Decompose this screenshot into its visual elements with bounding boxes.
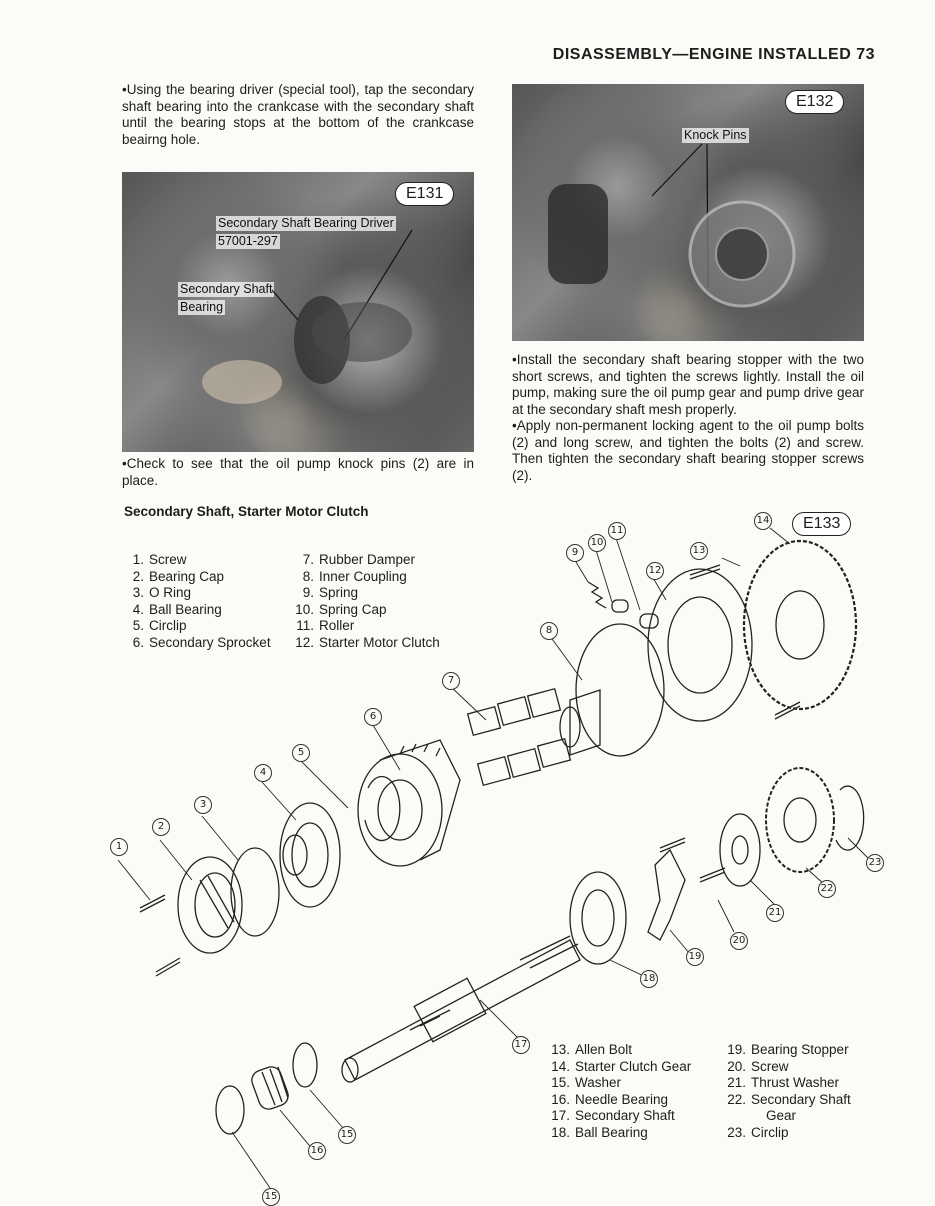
washers-needle-bearing-drawing <box>216 1043 317 1134</box>
callout-15a: 15 <box>338 1126 356 1144</box>
bearing-stopper-drawing <box>648 850 685 940</box>
callout-3: 3 <box>194 796 212 814</box>
paragraph-knock-pins: •Check to see that the oil pump knock pins (2) are in place. <box>122 456 474 488</box>
legend-item: 17. Secondary Shaft <box>551 1108 675 1123</box>
photo-e132-leader-lines <box>512 84 864 341</box>
callout-16: 16 <box>308 1142 326 1160</box>
callout-14: 14 <box>754 512 772 530</box>
page-header: DISASSEMBLY—ENGINE INSTALLED 73 <box>552 46 875 63</box>
paragraph-locking-agent: •Apply non-permanent locking agent to the oil pump bolts (2) and long screw, and tighten the bolts (2) and screw. Then tighten the secondary shaft bearing stopper screws (2). <box>512 418 864 483</box>
callout-1: 1 <box>110 838 128 856</box>
legend-item: 11. Roller <box>296 618 355 633</box>
label-bearing: Bearing <box>180 300 224 314</box>
legend-bottom-right <box>726 1042 851 1141</box>
secondary-shaft-gear-drawing <box>766 768 834 872</box>
starter-motor-clutch-drawing <box>648 569 752 721</box>
legend-item: 4. Ball Bearing <box>132 601 222 617</box>
screw-drawings <box>140 565 800 976</box>
photo-e131 <box>122 172 474 452</box>
legend-item: 19. Bearing Stopper <box>727 1042 849 1057</box>
legend-item: 6. Secondary Sprocket <box>132 634 271 650</box>
photo-e131-leader-lines <box>122 172 474 452</box>
callout-18: 18 <box>640 970 658 988</box>
ball-bearing-left-drawing <box>280 803 340 907</box>
legend-item: 20. Screw <box>727 1058 789 1074</box>
callout-2: 2 <box>152 818 170 836</box>
legend-item: 21. Thrust Washer <box>727 1075 840 1090</box>
section-title: Secondary Shaft, Starter Motor Clutch <box>124 504 369 519</box>
figure-tag-e131: E131 <box>395 182 454 206</box>
callout-17: 17 <box>512 1036 530 1054</box>
legend-item: 1. Screw <box>132 552 187 567</box>
legend-item: 3. O Ring <box>132 585 192 600</box>
circlip-right-drawing <box>836 786 864 850</box>
paragraph-install-stopper: •Install the secondary shaft bearing stopper with the two short screws, and tighten the screws lightly. Install the oil pump, making sure the oil pump gear and pump drive gear at the secondary shaft mesh properly. <box>512 352 864 417</box>
callout-19: 19 <box>686 948 704 966</box>
ball-bearing-right-drawing <box>570 872 626 964</box>
figure-tag-e133: E133 <box>792 512 851 536</box>
legend-item: 10. Spring Cap <box>295 601 387 617</box>
legend-item: 13. Allen Bolt <box>551 1042 633 1057</box>
circlip-drawing <box>365 777 400 841</box>
callout-21: 21 <box>766 904 784 922</box>
callout-7: 7 <box>442 672 460 690</box>
callout-6: 6 <box>364 708 382 726</box>
legend-item: 2. Bearing Cap <box>132 568 225 584</box>
callout-9: 9 <box>566 544 584 562</box>
legend-item: 12. Starter Motor Clutch <box>295 634 440 650</box>
callout-13: 13 <box>690 542 708 560</box>
label-bearing-driver: Secondary Shaft Bearing Driver <box>218 216 394 230</box>
callout-15b: 15 <box>262 1188 280 1206</box>
callout-10: 10 <box>588 534 606 552</box>
label-knock-pins: Knock Pins <box>684 128 747 142</box>
callout-5: 5 <box>292 744 310 762</box>
legend-item: 14. Starter Clutch Gear <box>551 1058 692 1074</box>
callout-8: 8 <box>540 622 558 640</box>
callout-22: 22 <box>818 880 836 898</box>
label-part-number: 57001-297 <box>218 234 278 248</box>
legend-item: 16. Needle Bearing <box>551 1091 669 1107</box>
callout-12: 12 <box>646 562 664 580</box>
legend-item: Gear <box>766 1108 797 1123</box>
o-ring-drawing <box>231 848 279 936</box>
thrust-washer-drawing <box>720 814 760 886</box>
legend-item: 22. Secondary Shaft <box>727 1091 851 1107</box>
legend-bottom-left <box>550 1042 691 1141</box>
secondary-shaft-drawing <box>342 936 580 1082</box>
legend-item: 15. Washer <box>551 1075 622 1090</box>
legend-item: 18. Ball Bearing <box>551 1124 648 1140</box>
rubber-damper-drawing <box>468 689 571 785</box>
legend-item: 9. Spring <box>302 585 359 600</box>
label-secondary-shaft: Secondary Shaft <box>180 282 273 296</box>
callout-4: 4 <box>254 764 272 782</box>
callout-20: 20 <box>730 932 748 950</box>
photo-e132 <box>512 84 864 341</box>
secondary-sprocket-drawing <box>358 740 460 866</box>
legend-item: 7. Rubber Damper <box>302 552 416 567</box>
paragraph-bearing-driver: •Using the bearing driver (special tool), tap the secondary shaft bearing into the crankcase with the secondary shaft until the bearing stops at the bottom of the crankcase beairng hole. <box>122 82 474 147</box>
callout-23: 23 <box>866 854 884 872</box>
figure-tag-e132: E132 <box>785 90 844 114</box>
legend-item: 5. Circlip <box>132 618 187 633</box>
starter-clutch-gear-drawing <box>744 541 856 709</box>
callout-11: 11 <box>608 522 626 540</box>
legend-item: 23. Circlip <box>727 1124 789 1140</box>
legend-item: 8. Inner Coupling <box>302 568 407 584</box>
spring-cap-roller-drawing <box>588 582 658 628</box>
